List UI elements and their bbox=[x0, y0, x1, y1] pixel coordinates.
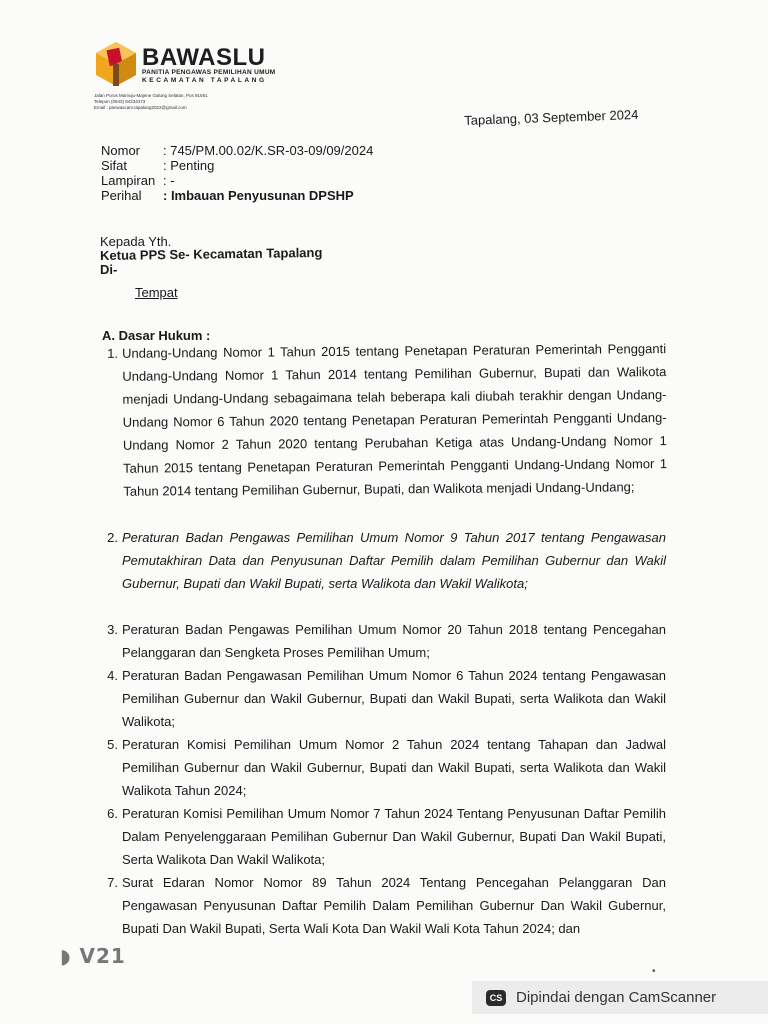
list-item-number: 7. bbox=[107, 875, 118, 890]
scan-speck: • bbox=[652, 966, 656, 977]
meta-label: Sifat bbox=[101, 158, 128, 173]
meta-nomor bbox=[101, 143, 373, 158]
list-item-text: Peraturan Badan Pengawasan Pemilihan Umum Nomor 6 Tahun 2024 tentang Pengawasan Pemilihan Gubernur dan Wakil Gubernur, Bupati dan Wakil Bupati, serta Walikota dan Wakil Walikota; bbox=[122, 668, 666, 729]
list-item-text: Surat Edaran Nomor Nomor 89 Tahun 2024 Tentang Pencegahan Pelanggaran Dan Pengawasan Penyusunan Daftar Pemilih Dalam Pemilihan Gubernur Dan Wakil Gubernur, Bupati Dan Wakil Bupati, Serta Wali Kota Dan Wakil Wali Kota Tahun 2024; dan bbox=[122, 875, 666, 936]
camscanner-text: Dipindai dengan CamScanner bbox=[516, 989, 717, 1006]
letter-date: Tapalang, 03 September 2024 bbox=[464, 106, 639, 128]
recipient-name: Ketua PPS Se- Kecamatan Tapalang bbox=[100, 244, 323, 263]
list-item bbox=[96, 664, 666, 733]
list-item-text: Peraturan Badan Pengawas Pemilihan Umum Nomor 9 Tahun 2017 tentang Pengawasan Pemutakhiran Data dan Penyusunan Daftar Pemilih dalam Pemilihan Gubernur dan Wakil Gubernur, Bupati dan Wakil Bupati, serta Walikota dan Wakil Walikota; bbox=[122, 530, 666, 591]
section-title-dasar-hukum: A. Dasar Hukum : bbox=[102, 328, 211, 343]
device-watermark: ◗ V21 bbox=[60, 944, 126, 968]
meta-value: : - bbox=[163, 173, 175, 188]
recipient-greeting: Kepada Yth. bbox=[100, 234, 172, 249]
meta-lampiran bbox=[101, 173, 175, 188]
list-item-number: 4. bbox=[107, 668, 118, 683]
meta-value: : Penting bbox=[163, 158, 215, 173]
org-email: Email : panwascam.tapalang2022@gmail.com bbox=[94, 105, 187, 110]
recipient-place: Tempat bbox=[135, 285, 178, 300]
meta-label: Lampiran bbox=[101, 173, 156, 188]
list-item bbox=[96, 733, 666, 802]
meta-value: : 745/PM.00.02/K.SR-03-09/09/2024 bbox=[163, 143, 374, 158]
recipient-di: Di- bbox=[100, 262, 118, 277]
list-item-text: Undang-Undang Nomor 1 Tahun 2015 tentang Penetapan Peraturan Pemerintah Pengganti Undang-Undang Nomor 1 Tahun 2014 tentang Pemilihan Gubernur, Bupati dan Walikota menjadi Undang-Undang sebagaimana telah beberapa kali diubah terakhir dengan Undang-Undang Nomor 6 Tahun 2020 tentang Penetapan Peraturan Pemerintah Pengganti Undang-Undang Nomor 2 Tahun 2020 tentang Perubahan Ketiga atas Undang-Undang Nomor 1 Tahun 2015 tentang Penetapan Peraturan Pemerintah Pengganti Undang-Undang Nomor 1 Tahun 2014 tentang Pemilihan Gubernur, Bupati, dan Walikota menjadi Undang-Undang; bbox=[122, 341, 668, 499]
list-item-text: Peraturan Komisi Pemilihan Umum Nomor 7 Tahun 2024 Tentang Penyusunan Daftar Pemilih Dalam Penyelenggaraan Pemilihan Gubernur Dan Wakil Gubernur, Bupati Dan Wakil Bupati, Serta Walikota Dan Wakil Walikota; bbox=[122, 806, 666, 867]
list-item bbox=[96, 337, 667, 503]
list-item bbox=[96, 618, 666, 664]
list-item-text: Peraturan Badan Pengawas Pemilihan Umum Nomor 20 Tahun 2018 tentang Pencegahan Pelanggaran dan Sengketa Proses Pemilihan Umum; bbox=[122, 622, 666, 660]
list-item bbox=[96, 871, 666, 940]
meta-label: Perihal bbox=[101, 188, 142, 203]
list-item-number: 6. bbox=[107, 806, 118, 821]
org-address: Jalan Poros Mamuju-Majene Galung Selatan, Pos 91561 bbox=[94, 93, 208, 98]
meta-label: Nomor bbox=[101, 143, 141, 158]
list-item bbox=[96, 526, 666, 595]
list-item-number: 5. bbox=[107, 737, 118, 752]
org-district: KECAMATAN TAPALANG bbox=[142, 77, 267, 84]
org-subtitle: PANITIA PENGAWAS PEMILIHAN UMUM bbox=[142, 69, 276, 76]
list-item-number: 2. bbox=[107, 530, 118, 545]
list-item-number: 3. bbox=[107, 622, 118, 637]
camscanner-badge bbox=[472, 981, 768, 1014]
org-name: BAWASLU bbox=[142, 44, 266, 71]
bawaslu-logo-icon bbox=[94, 40, 138, 88]
list-item bbox=[96, 802, 666, 871]
meta-sifat bbox=[101, 158, 214, 173]
list-item-text: Peraturan Komisi Pemilihan Umum Nomor 2 Tahun 2024 tentang Tahapan dan Jadwal Pemilihan Gubernur dan Wakil Gubernur, Bupati dan Wakil Bupati, serta Walikota dan Wakil Walikota Tahun 2024; bbox=[122, 737, 666, 798]
meta-value: : Imbauan Penyusunan DPSHP bbox=[163, 188, 354, 203]
meta-perihal bbox=[101, 188, 354, 203]
org-phone: Telepon (0843) 84234473 bbox=[94, 99, 146, 104]
camscanner-icon: CS bbox=[486, 990, 506, 1006]
list-item-number: 1. bbox=[107, 345, 119, 361]
